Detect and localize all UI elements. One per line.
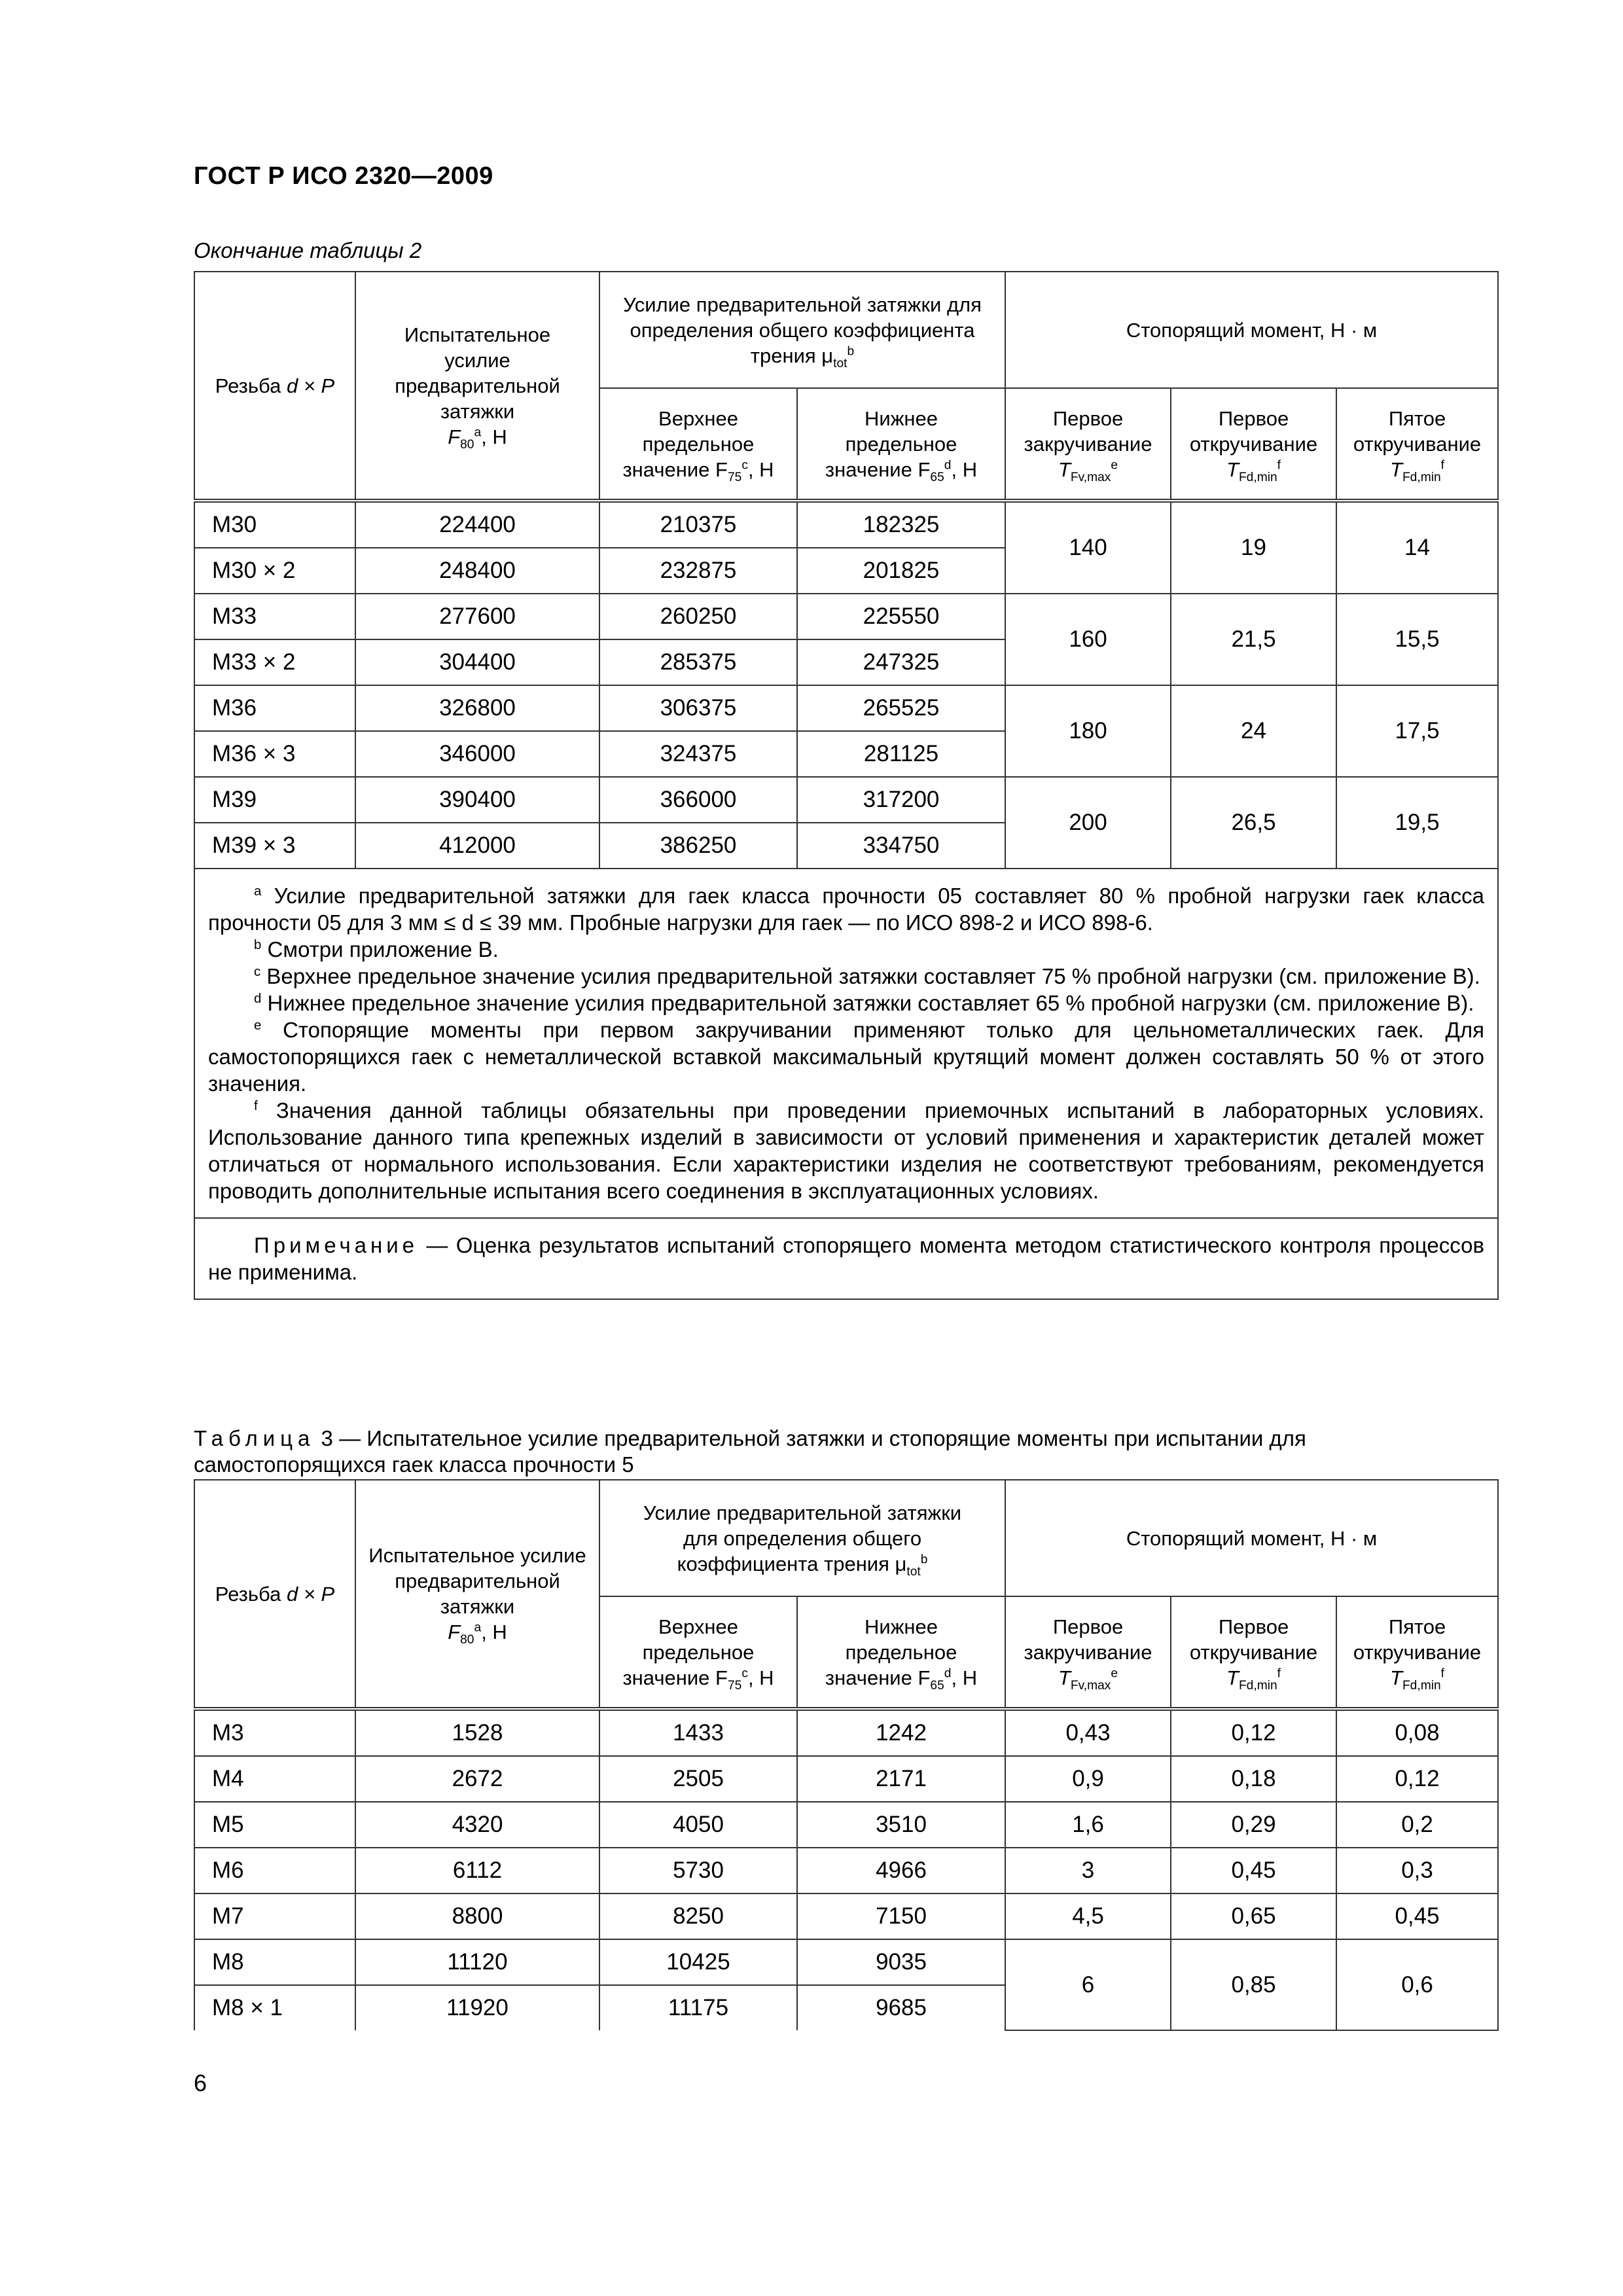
cell-fifth-off: 0,2 bbox=[1336, 1802, 1498, 1848]
table-2-note bbox=[194, 1218, 1498, 1299]
cell-first-on: 180 bbox=[1005, 685, 1171, 777]
cell-lower: 9685 bbox=[797, 1985, 1005, 2030]
header-thread: Резьба d × P bbox=[194, 1480, 355, 1709]
header-lower-limit: Нижнее предельное значение $F_{65}^d$, H bbox=[797, 388, 1005, 501]
header-fifth-off: Пятое откручивание $T_{Fd,min}^f$ bbox=[1336, 388, 1498, 501]
table-row bbox=[194, 501, 1498, 548]
cell-test-force: 4320 bbox=[355, 1802, 599, 1848]
cell-first-on: 160 bbox=[1005, 594, 1171, 685]
cell-lower: 1242 bbox=[797, 1709, 1005, 1756]
cell-fifth-off: 15,5 bbox=[1336, 594, 1498, 685]
cell-thread: M36 bbox=[194, 685, 355, 731]
header-preload: Усилие предварительной затяжки для определения общего коэффициента трения $\mu_{tot}^b$ bbox=[599, 272, 1005, 388]
cell-test-force: 8800 bbox=[355, 1893, 599, 1939]
header-preload: Усилие предварительной затяжки для определения общего коэффициента трения $\mu_{tot}^b$ bbox=[599, 1480, 1005, 1596]
header-first-on: Первое закручивание $T_{Fv,max}^e$ bbox=[1005, 1596, 1171, 1709]
cell-upper: 324375 bbox=[599, 731, 797, 777]
cell-fifth-off: 14 bbox=[1336, 501, 1498, 594]
cell-upper: 366000 bbox=[599, 777, 797, 823]
footnote-b: $^b$ Смотри приложение В. bbox=[254, 937, 499, 961]
header-first-on: Первое закручивание $T_{Fv,max}^e$ bbox=[1005, 388, 1171, 501]
cell-first-off: 26,5 bbox=[1171, 777, 1336, 869]
table-row bbox=[194, 1939, 1498, 1985]
cell-thread: M39 × 3 bbox=[194, 823, 355, 869]
table-row bbox=[194, 594, 1498, 639]
cell-first-on: 200 bbox=[1005, 777, 1171, 869]
cell-thread: M33 bbox=[194, 594, 355, 639]
cell-thread: M5 bbox=[194, 1802, 355, 1848]
cell-upper: 10425 bbox=[599, 1939, 797, 1985]
header-first-off: Первое откручивание $T_{Fd,min}^f$ bbox=[1171, 388, 1336, 501]
cell-test-force: 277600 bbox=[355, 594, 599, 639]
cell-lower: 334750 bbox=[797, 823, 1005, 869]
cell-test-force: 6112 bbox=[355, 1848, 599, 1893]
cell-thread: M30 bbox=[194, 501, 355, 548]
table-2-footnotes-row bbox=[194, 869, 1498, 1218]
cell-lower: 9035 bbox=[797, 1939, 1005, 1985]
cell-upper: 5730 bbox=[599, 1848, 797, 1893]
cell-first-off: 19 bbox=[1171, 501, 1336, 594]
cell-thread: M8 × 1 bbox=[194, 1985, 355, 2030]
cell-lower: 225550 bbox=[797, 594, 1005, 639]
cell-test-force: 248400 bbox=[355, 548, 599, 594]
cell-test-force: 11120 bbox=[355, 1939, 599, 1985]
cell-test-force: 1528 bbox=[355, 1709, 599, 1756]
cell-test-force: 326800 bbox=[355, 685, 599, 731]
cell-lower: 247325 bbox=[797, 639, 1005, 685]
cell-first-off: 0,18 bbox=[1171, 1756, 1336, 1802]
cell-lower: 7150 bbox=[797, 1893, 1005, 1939]
cell-upper: 11175 bbox=[599, 1985, 797, 2030]
cell-thread: M6 bbox=[194, 1848, 355, 1893]
table-2-header-row-1 bbox=[194, 272, 1498, 388]
header-locking-torque: Стопорящий момент, Н · м bbox=[1005, 272, 1498, 388]
cell-lower: 281125 bbox=[797, 731, 1005, 777]
cell-first-on: 3 bbox=[1005, 1848, 1171, 1893]
table-3 bbox=[194, 1479, 1499, 2031]
table-2-note-row bbox=[194, 1218, 1498, 1299]
footnote-e: $^e$ Стопорящие моменты при первом закручивании применяют только для цельнометаллических гаек. Для самостопорящихся гаек с неметаллической вставкой максимальный крутящий момент должен составлять 50 % от этого значения. bbox=[208, 1018, 1485, 1096]
note-text: — Оценка результатов испытаний стопорящего момента методом статистического контроля процессов не применима. bbox=[208, 1233, 1485, 1284]
cell-upper: 260250 bbox=[599, 594, 797, 639]
cell-upper: 2505 bbox=[599, 1756, 797, 1802]
table-row bbox=[194, 777, 1498, 823]
cell-upper: 285375 bbox=[599, 639, 797, 685]
cell-test-force: 304400 bbox=[355, 639, 599, 685]
cell-first-on: 0,9 bbox=[1005, 1756, 1171, 1802]
header-test-force: Испытательное усилие предварительной затяжки $F_{80}^a$, H bbox=[355, 272, 599, 501]
table-row bbox=[194, 685, 1498, 731]
cell-upper: 232875 bbox=[599, 548, 797, 594]
table-row bbox=[194, 1893, 1498, 1939]
cell-upper: 306375 bbox=[599, 685, 797, 731]
cell-fifth-off: 0,45 bbox=[1336, 1893, 1498, 1939]
header-first-off: Первое откручивание $T_{Fd,min}^f$ bbox=[1171, 1596, 1336, 1709]
cell-first-off: 24 bbox=[1171, 685, 1336, 777]
table-3-caption: Таблица 3 — Испытательное усилие предварительной затяжки и стопорящие моменты при испытании для самостопорящихся гаек класса прочности 5 bbox=[194, 1426, 1306, 1477]
cell-upper: 8250 bbox=[599, 1893, 797, 1939]
cell-first-off: 0,12 bbox=[1171, 1709, 1336, 1756]
cell-upper: 1433 bbox=[599, 1709, 797, 1756]
cell-first-off: 0,45 bbox=[1171, 1848, 1336, 1893]
cell-test-force: 2672 bbox=[355, 1756, 599, 1802]
table-row bbox=[194, 1802, 1498, 1848]
cell-fifth-off: 0,12 bbox=[1336, 1756, 1498, 1802]
cell-first-on: 0,43 bbox=[1005, 1709, 1171, 1756]
table-row bbox=[194, 1756, 1498, 1802]
footnote-d: $^d$ Нижнее предельное значение усилия предварительной затяжки составляет 65 % пробной нагрузки (см. приложение В). bbox=[254, 991, 1474, 1015]
table-row bbox=[194, 1848, 1498, 1893]
cell-first-off: 0,65 bbox=[1171, 1893, 1336, 1939]
cell-thread: M33 × 2 bbox=[194, 639, 355, 685]
cell-thread: M8 bbox=[194, 1939, 355, 1985]
page-number: 6 bbox=[194, 2070, 207, 2096]
cell-fifth-off: 0,08 bbox=[1336, 1709, 1498, 1756]
header-test-force: Испытательное усилие предварительной затяжки $F_{80}^a$, H bbox=[355, 1480, 599, 1709]
cell-lower: 2171 bbox=[797, 1756, 1005, 1802]
table-2-footnotes bbox=[194, 869, 1498, 1218]
cell-upper: 386250 bbox=[599, 823, 797, 869]
header-upper-limit: Верхнее предельное значение $F_{75}^c$, H bbox=[599, 388, 797, 501]
cell-test-force: 390400 bbox=[355, 777, 599, 823]
cell-thread: M36 × 3 bbox=[194, 731, 355, 777]
cell-lower: 3510 bbox=[797, 1802, 1005, 1848]
cell-thread: M3 bbox=[194, 1709, 355, 1756]
header-locking-torque: Стопорящий момент, Н · м bbox=[1005, 1480, 1498, 1596]
footnote-a: $^a$ Усилие предварительной затяжки для гаек класса прочности 05 составляет 80 % пробной нагрузки гаек класса прочности 05 для 3 мм ≤ d ≤ 39 мм. Пробные нагрузки для гаек — по ИСО 898-2 и ИСО 898-6. bbox=[208, 884, 1485, 935]
cell-upper: 210375 bbox=[599, 501, 797, 548]
cell-thread: M4 bbox=[194, 1756, 355, 1802]
table-row bbox=[194, 1709, 1498, 1756]
header-lower-limit: Нижнее предельное значение $F_{65}^d$, H bbox=[797, 1596, 1005, 1709]
cell-lower: 182325 bbox=[797, 501, 1005, 548]
cell-first-on: 6 bbox=[1005, 1939, 1171, 2030]
cell-first-on: 1,6 bbox=[1005, 1802, 1171, 1848]
cell-fifth-off: 17,5 bbox=[1336, 685, 1498, 777]
cell-fifth-off: 0,6 bbox=[1336, 1939, 1498, 2030]
cell-first-off: 0,85 bbox=[1171, 1939, 1336, 2030]
document-title: ГОСТ Р ИСО 2320—2009 bbox=[194, 162, 493, 190]
table-3-header-row-1 bbox=[194, 1480, 1498, 1596]
cell-lower: 201825 bbox=[797, 548, 1005, 594]
cell-test-force: 346000 bbox=[355, 731, 599, 777]
table-2 bbox=[194, 271, 1499, 1300]
cell-fifth-off: 19,5 bbox=[1336, 777, 1498, 869]
table-2-continuation-caption: Окончание таблицы 2 bbox=[194, 238, 422, 262]
note-label: Примечание bbox=[254, 1233, 419, 1257]
cell-lower: 4966 bbox=[797, 1848, 1005, 1893]
cell-first-on: 140 bbox=[1005, 501, 1171, 594]
cell-test-force: 412000 bbox=[355, 823, 599, 869]
header-thread: Резьба d × P bbox=[194, 272, 355, 501]
cell-test-force: 11920 bbox=[355, 1985, 599, 2030]
footnote-f: $^f$ Значения данной таблицы обязательны при проведении приемочных испытаний в лабораторных условиях. Использование данного типа крепежных изделий в зависимости от условий применения и характеристик деталей может отличаться от нормального использования. Если характеристики изделия не соответствуют требованиям, рекомендуется проводить дополнительные испытания всего соединения в эксплуатационных условиях. bbox=[208, 1098, 1485, 1203]
cell-lower: 317200 bbox=[797, 777, 1005, 823]
cell-test-force: 224400 bbox=[355, 501, 599, 548]
cell-thread: M30 × 2 bbox=[194, 548, 355, 594]
cell-thread: M39 bbox=[194, 777, 355, 823]
cell-lower: 265525 bbox=[797, 685, 1005, 731]
cell-fifth-off: 0,3 bbox=[1336, 1848, 1498, 1893]
header-fifth-off: Пятое откручивание $T_{Fd,min}^f$ bbox=[1336, 1596, 1498, 1709]
footnote-c: $^c$ Верхнее предельное значение усилия предварительной затяжки составляет 75 % пробной нагрузки (см. приложение В). bbox=[254, 964, 1480, 988]
cell-first-on: 4,5 bbox=[1005, 1893, 1171, 1939]
cell-thread: M7 bbox=[194, 1893, 355, 1939]
cell-upper: 4050 bbox=[599, 1802, 797, 1848]
cell-first-off: 0,29 bbox=[1171, 1802, 1336, 1848]
cell-first-off: 21,5 bbox=[1171, 594, 1336, 685]
header-upper-limit: Верхнее предельное значение $F_{75}^c$, H bbox=[599, 1596, 797, 1709]
